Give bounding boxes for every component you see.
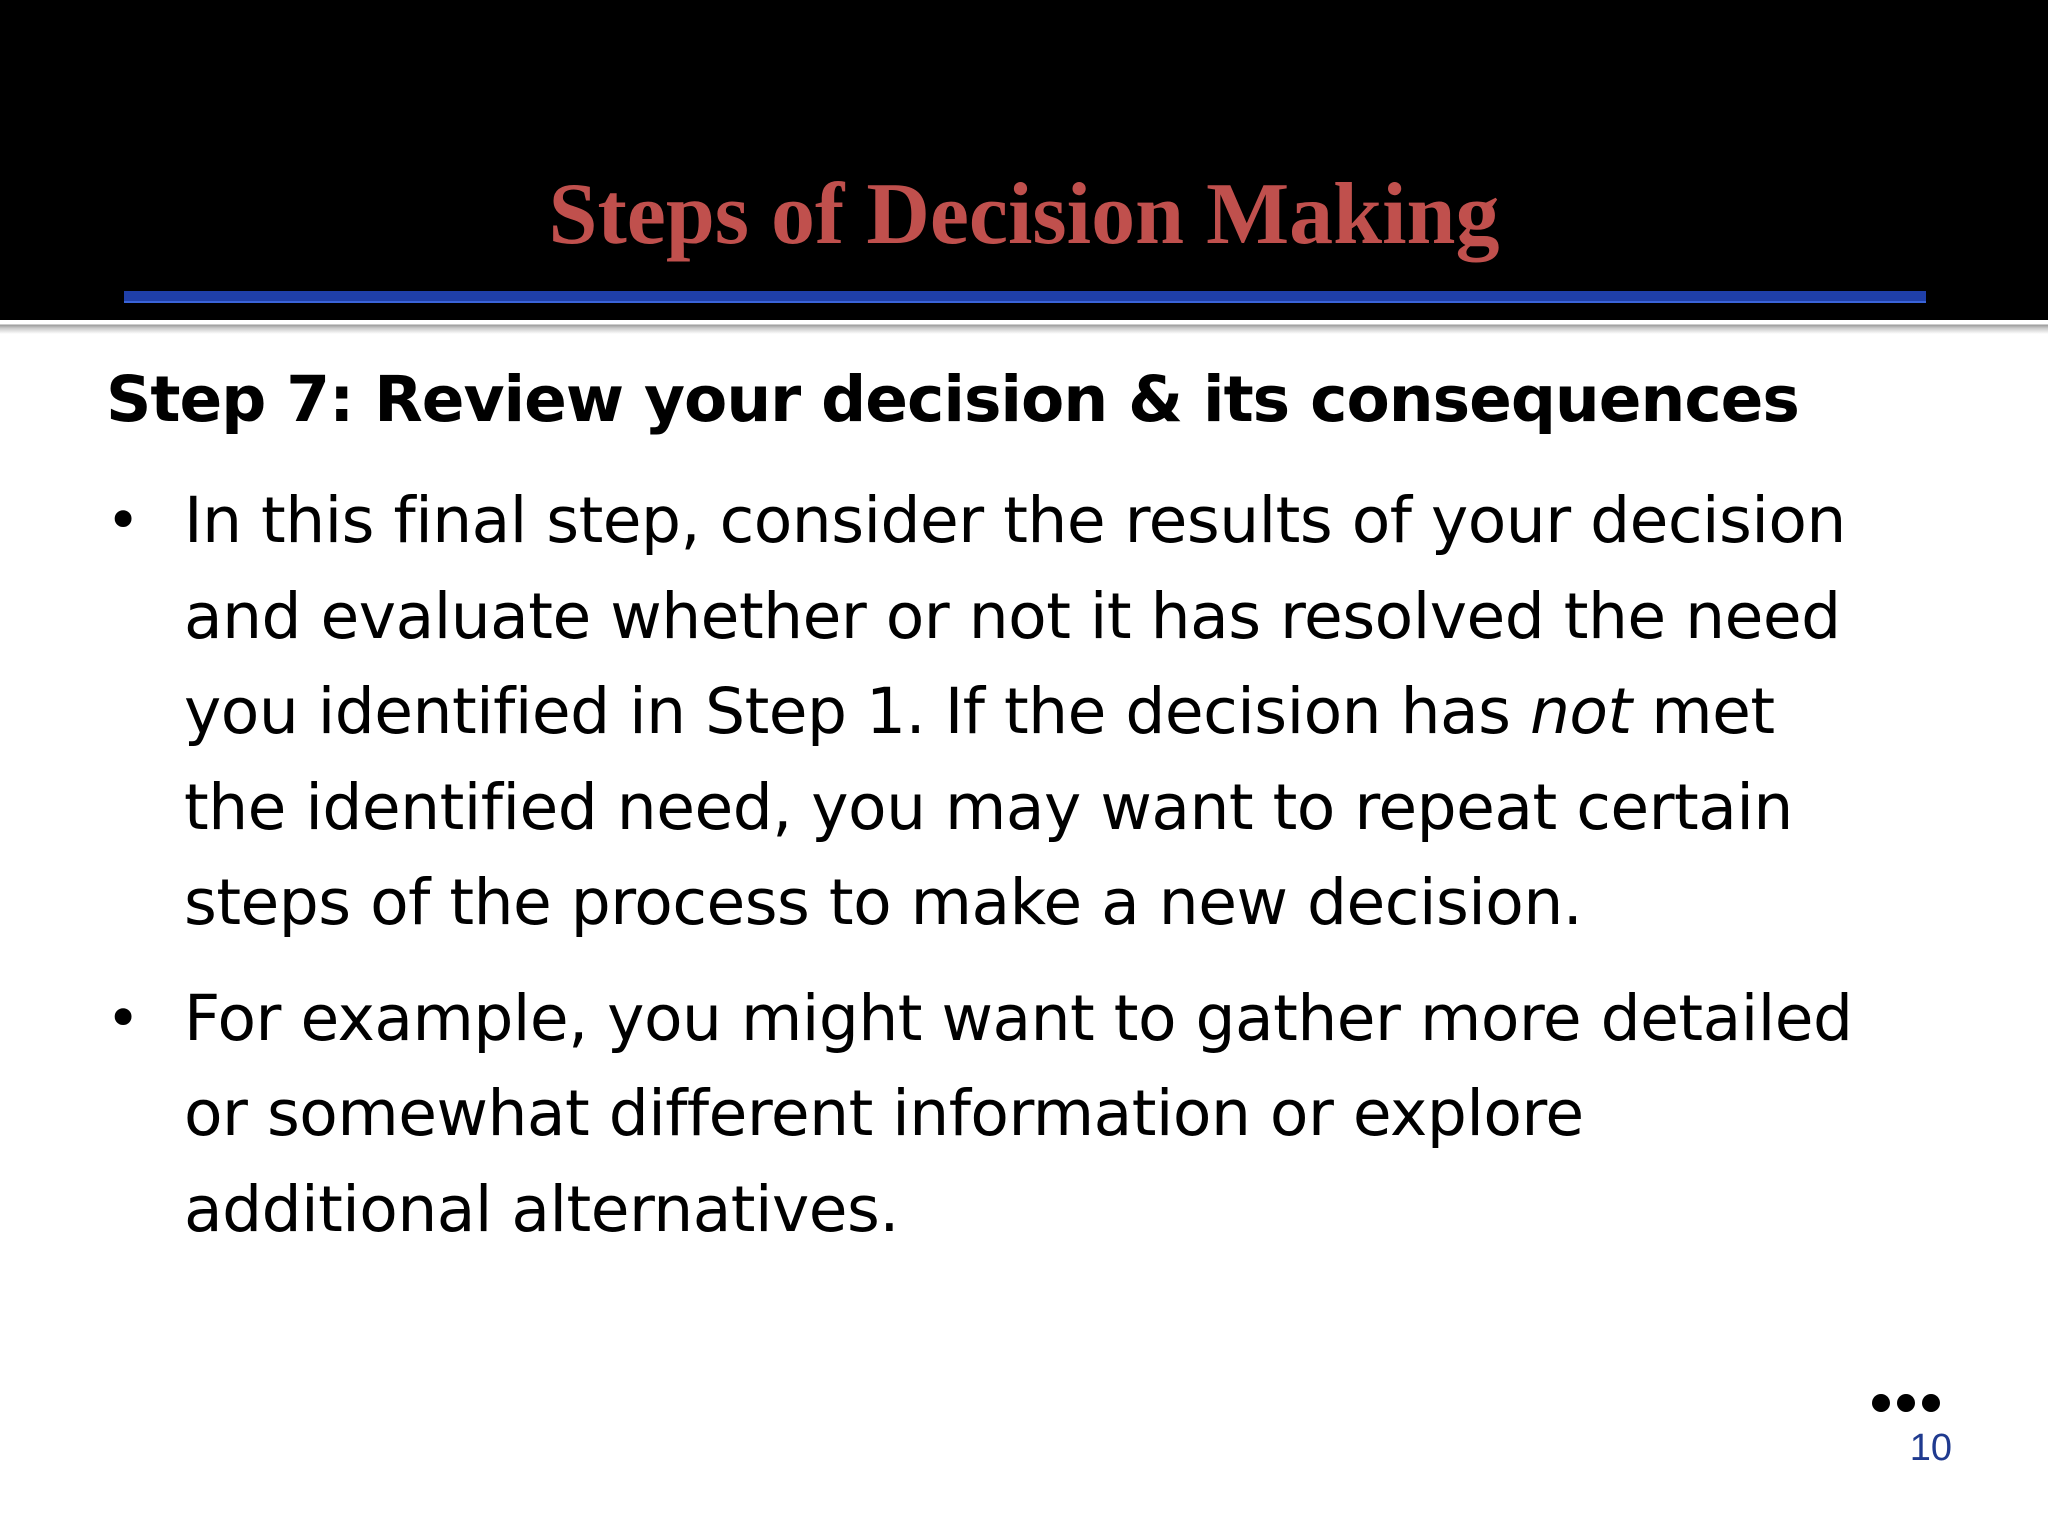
- title-underline: [124, 291, 1926, 303]
- header-divider: [0, 320, 2048, 334]
- bullet-text-emphasis: not: [1530, 675, 1632, 748]
- step-heading: Step 7: Review your decision & its consequences: [106, 363, 1799, 436]
- bullet-item: [106, 971, 1886, 1258]
- bullet-text: [184, 484, 1846, 939]
- bullet-list: [106, 473, 1886, 1277]
- bullet-icon: •: [106, 486, 140, 554]
- bullet-item: [106, 473, 1886, 951]
- bullet-icon: •: [106, 983, 140, 1052]
- page-number: 10: [1909, 1427, 1952, 1469]
- bullet-text-start: For example, you might want to gather more detailed or somewhat different information or explore additional alternatives.: [184, 981, 1853, 1246]
- ellipsis-icon: [1871, 1392, 1941, 1414]
- bullet-text-start: In this final step, consider the results of your decision and evaluate whether or not it has resolved the need you identified in Step 1. If the decision has: [184, 484, 1846, 748]
- slide-title: Steps of Decision Making: [548, 166, 1500, 263]
- bullet-text-end: met the identified need, you may want to repeat certain steps of the process to make a new decision.: [184, 675, 1793, 939]
- bullet-text: [184, 982, 1853, 1246]
